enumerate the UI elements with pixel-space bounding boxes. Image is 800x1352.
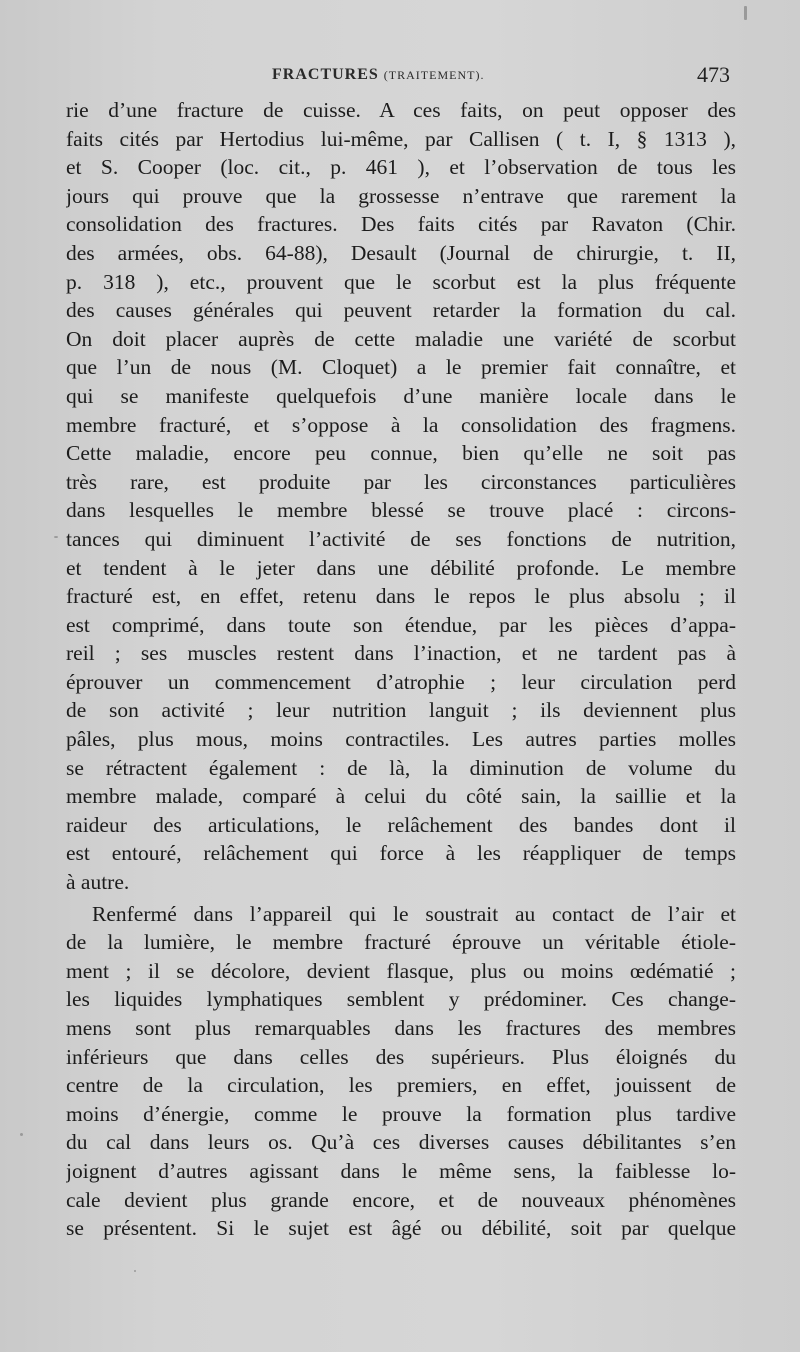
text-line: mens sont plus remarquables dans les fractures des membres xyxy=(66,1016,736,1040)
paper-speck xyxy=(744,6,747,20)
text-line: se présentent. Si le sujet est âgé ou débilité, soit par quelque xyxy=(66,1216,736,1241)
text-line: consolidation des fractures. Des faits cités par Ravaton (Chir. xyxy=(66,212,736,237)
running-title-sub: (TRAITEMENT). xyxy=(383,68,485,82)
text-line: faits cités par Hertodius lui-même, par Callisen ( t. I, § 1313 ), xyxy=(66,126,736,151)
body-text xyxy=(66,96,736,1243)
text-line: qui se manifeste quelquefois d’une manière locale dans le xyxy=(66,383,736,408)
text-line: moins d’énergie, comme le prouve la formation plus tardive xyxy=(66,1101,736,1126)
text-line: et S. Cooper (loc. cit., p. 461 ), et l’observation de tous les xyxy=(66,155,736,180)
text-line: joignent d’autres agissant dans le même sens, la faiblesse lo- xyxy=(66,1158,736,1183)
text-line: On doit placer auprès de cette maladie une variété de scorbut xyxy=(66,326,736,351)
text-line: est comprimé, dans toute son étendue, par les pièces d’appa- xyxy=(66,612,736,637)
page-header xyxy=(0,62,800,92)
paper-speck xyxy=(54,536,58,538)
text-line: du cal dans leurs os. Qu’à ces diverses causes débilitantes s’en xyxy=(66,1130,736,1155)
text-line: les liquides lymphatiques semblent y prédominer. Ces change- xyxy=(66,987,736,1012)
text-line: reil ; ses muscles restent dans l’inaction, et ne tardent pas à xyxy=(66,641,736,666)
text-line: des causes générales qui peuvent retarder la formation du cal. xyxy=(66,298,736,323)
text-line: membre malade, comparé à celui du côté sain, la saillie et la xyxy=(66,784,736,809)
text-line: ment ; il se décolore, devient flasque, plus ou moins œdématié ; xyxy=(66,958,736,983)
text-line: cale devient plus grande encore, et de nouveaux phénomènes xyxy=(66,1187,736,1212)
text-line: membre fracturé, et s’oppose à la consolidation des fragmens. xyxy=(66,412,736,437)
text-line: que l’un de nous (M. Cloquet) a le premier fait connaître, et xyxy=(66,355,736,380)
paper-speck xyxy=(20,1133,23,1136)
paragraph-start-line: Renfermé dans l’appareil qui le soustrait au contact de l’air et xyxy=(92,901,736,926)
running-title xyxy=(272,66,484,84)
text-line: tances qui diminuent l’activité de ses fonctions de nutrition, xyxy=(66,526,736,551)
text-line: dans lesquelles le membre blessé se trouve placé : circons- xyxy=(66,498,736,523)
text-line: et tendent à le jeter dans une débilité profonde. Le membre xyxy=(66,555,736,580)
page-number: 473 xyxy=(697,62,730,87)
text-line: pâles, plus mous, moins contractiles. Les autres parties molles xyxy=(66,727,736,752)
text-line: centre de la circulation, les premiers, en effet, jouissent de xyxy=(66,1073,736,1098)
text-line: inférieurs que dans celles des supérieurs. Plus éloignés du xyxy=(66,1044,736,1069)
text-line: jours qui prouve que la grossesse n’entrave que rarement la xyxy=(66,183,736,208)
text-line: Cette maladie, encore peu connue, bien qu’elle ne soit pas xyxy=(66,441,736,466)
text-line: p. 318 ), etc., prouvent que le scorbut est la plus fréquente xyxy=(66,269,736,294)
text-line: éprouver un commencement d’atrophie ; leur circulation perd xyxy=(66,669,736,694)
text-line: raideur des articulations, le relâchement des bandes dont il xyxy=(66,812,736,837)
running-title-main: FRACTURES xyxy=(272,66,379,83)
paragraph-end-line: à autre. xyxy=(66,870,130,895)
text-line: de son activité ; leur nutrition languit ; ils deviennent plus xyxy=(66,698,736,723)
text-line: se rétractent également : de là, la diminution de volume du xyxy=(66,755,736,780)
paper-speck xyxy=(134,1270,136,1272)
text-line: fracturé est, en effet, retenu dans le repos le plus absolu ; il xyxy=(66,584,736,609)
text-line: est entouré, relâchement qui force à les réappliquer de temps xyxy=(66,841,736,866)
text-line: très rare, est produite par les circonstances particulières xyxy=(66,469,736,494)
text-line: rie d’une fracture de cuisse. A ces faits, on peut opposer des xyxy=(66,98,736,122)
text-line: des armées, obs. 64-88), Desault (Journal de chirurgie, t. II, xyxy=(66,240,736,265)
text-line: de la lumière, le membre fracturé éprouve un véritable étiole- xyxy=(66,930,736,955)
